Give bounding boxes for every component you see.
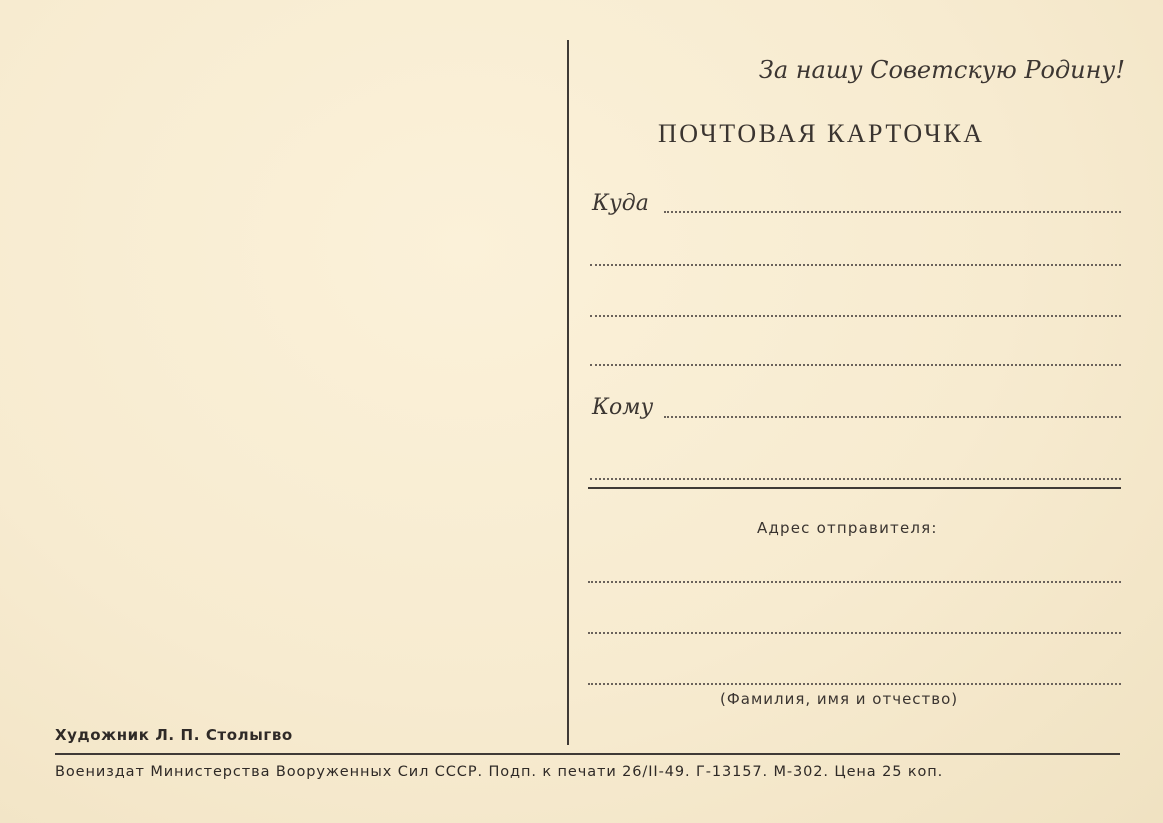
publisher-imprint: Воениздат Министерства Вооруженных Сил СССР. Подп. к печати 26/II-49. Г-13157. М-302. Цена 25 коп. (55, 764, 944, 780)
slogan: За нашу Советскую Родину! (758, 56, 1125, 84)
sender-line-3[interactable] (588, 683, 1121, 685)
to-where-line-4[interactable] (590, 364, 1121, 366)
postcard-title: ПОЧТОВАЯ КАРТОЧКА (658, 119, 985, 148)
sender-line-1[interactable] (588, 581, 1121, 583)
to-where-line-2[interactable] (590, 264, 1121, 266)
address-separator (588, 487, 1121, 489)
name-hint: (Фамилия, имя и отчество) (720, 690, 959, 708)
to-whom-label: Кому (592, 395, 654, 420)
to-whom-line-1[interactable] (664, 416, 1121, 418)
footer-rule (55, 753, 1120, 755)
to-where-line-1[interactable] (664, 211, 1121, 213)
artist-credit: Художник Л. П. Столыгво (55, 726, 293, 744)
sender-address-label: Адрес отправителя: (757, 519, 938, 537)
sender-line-2[interactable] (588, 632, 1121, 634)
center-divider (567, 40, 569, 745)
to-where-line-3[interactable] (590, 315, 1121, 317)
to-where-label: Куда (592, 191, 649, 216)
to-whom-line-2[interactable] (590, 478, 1121, 480)
